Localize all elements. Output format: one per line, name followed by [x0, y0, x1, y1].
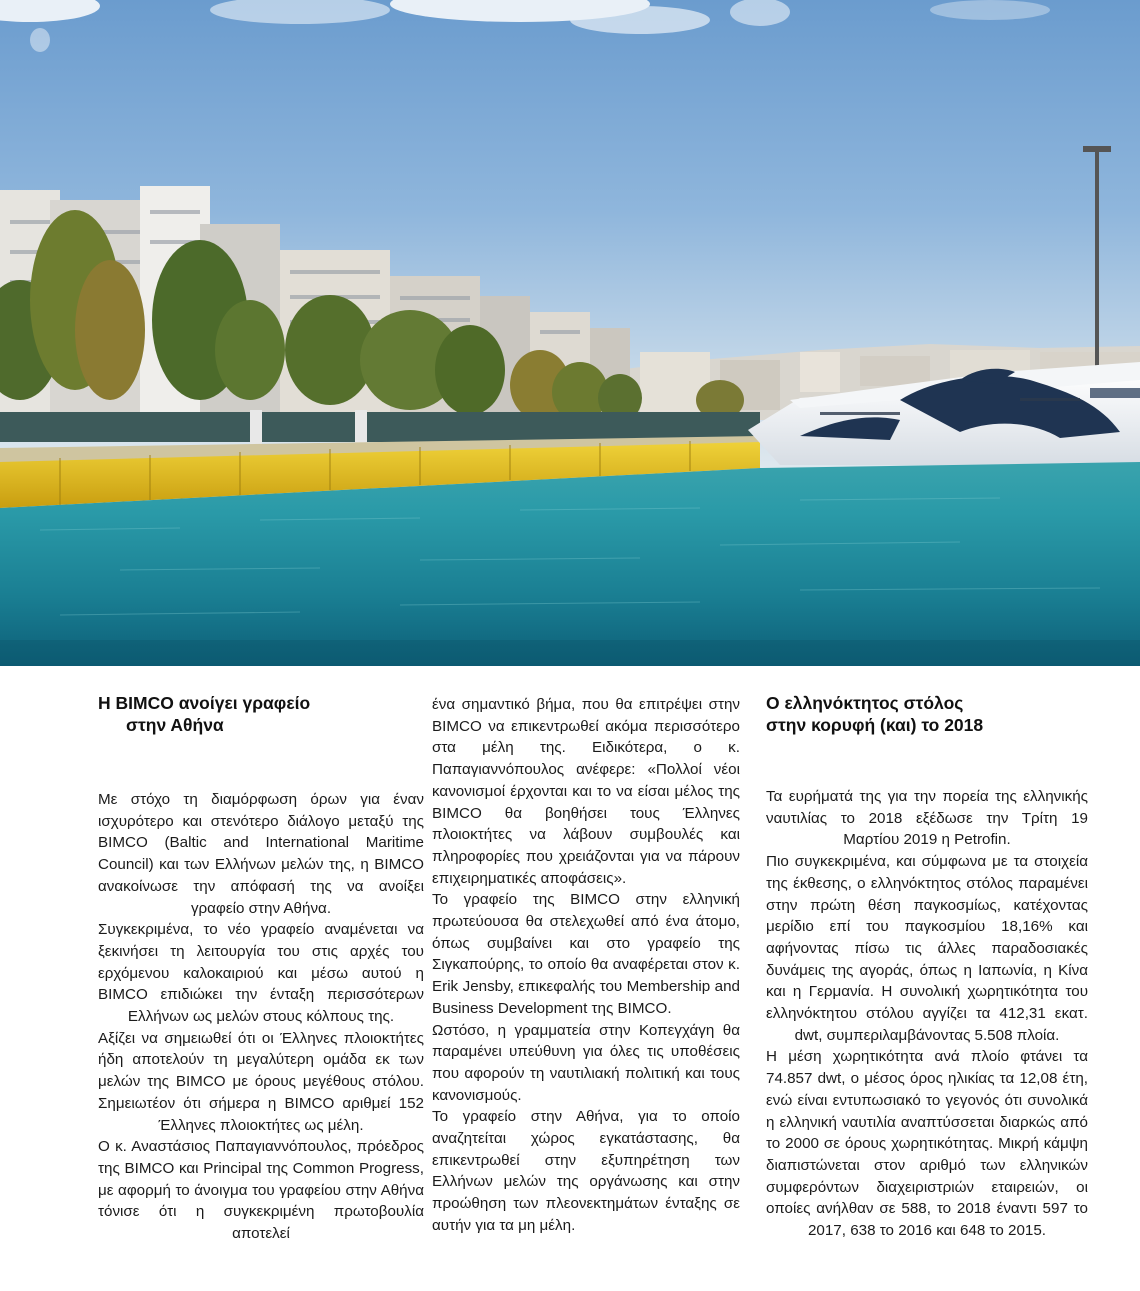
paragraph: Το γραφείο της BIMCO στην ελληνική πρωτεύουσα θα στελεχωθεί από ένα άτομο, όπως συμβαίνει και στο γραφείο της Σιγκαπούρης, το οποίο θα αναφέρεται στον κ. Erik Jensby, επικεφαλής του Membership and Business Development της BIMCO.: [432, 891, 740, 1017]
paragraph: Ο κ. Αναστάσιος Παπαγιαννόπουλος, πρόεδρος της BIMCO και Principal της Common Progress, με αφορμή το άνοιγμα του γραφείου στην Αθήνα τόνισε ότι η συγκεκριμένη πρωτοβουλία αποτελεί: [98, 1138, 424, 1243]
headline-line-2: στην Αθήνα: [126, 715, 224, 735]
article-greek-fleet: [766, 692, 1088, 1242]
paragraph: ένα σημαντικό βήμα, που θα επιτρέψει στην BIMCO να επικεντρωθεί ακόμα περισσότερο στα μέλη της. Ειδικότερα, ο κ. Παπαγιαννόπουλος ανέφερε: «Πολλοί νέοι κανονισμοί έρχονται και το να είσαι μέλος της BIMCO θα βοηθήσει τους Έλληνες πλοιοκτήτες να λάβουν συμβουλές και πληροφορίες που χρειάζονται για να πάρουν επιχειρηματικές αποφάσεις».: [432, 696, 740, 887]
paragraph: Αξίζει να σημειωθεί ότι οι Έλληνες πλοιοκτήτες ήδη αποτελούν τη μεγαλύτερη ομάδα εκ των μελών της BIMCO με όρους μεγέθους στόλου. Σημειωτέον ότι σήμερα η BIMCO αριθμεί 152 Έλληνες πλοιοκτήτες ως μέλη.: [98, 1029, 424, 1134]
paragraph: Πιο συγκεκριμένα, και σύμφωνα με τα στοιχεία της έκθεσης, ο ελληνόκτητος στόλος παραμένει στην πρώτη θέση παγκοσμίως, κατέχοντας μερίδιο επί του παγκοσμίου 18,16% και αφήνοντας πίσω τις άλλες παραδοσιακές δυνάμεις της αγοράς, όπως η Ιαπωνία, η Κίνα και η Γερμανία. Η συνολική χωρητικότητα του ελληνόκτητου στόλου αγγίζει τα 412,31 εκατ. dwt, συμπεριλαμβάνοντας 5.508 πλοία.: [766, 853, 1088, 1044]
headline-line-2: στην κορυφή (και) το 2018: [766, 715, 984, 735]
headline-bimco-office: [98, 692, 424, 736]
paragraph: Τα ευρήματά της για την πορεία της ελληνικής ναυτιλίας το 2018 εξέδωσε την Τρίτη 19 Μαρτίου 2019 η Petrofin.: [766, 788, 1088, 849]
article-bimco-office: [98, 692, 424, 1245]
paragraph: Η μέση χωρητικότητα ανά πλοίο φτάνει τα 74.857 dwt, ο μέσος όρος ηλικίας τα 12,08 έτη, ενώ είναι εντυπωσιακό το γεγονός ότι συνολικά η ελληνική ναυτιλία αναπτύσσεται διαρκώς από το 2000 σε όρους χωρητικότητας. Μικρή κάμψη διαπιστώνεται στον αριθμό των ελληνικών συμφερόντων διαχειριστριών εταιρειών, οι οποίες ανήλθαν σε 588, το 2018 έναντι 597 το 2017, 638 το 2016 και 648 το 2015.: [766, 1048, 1088, 1240]
article-bimco-office-continued: [432, 694, 740, 1237]
street-fence: [0, 412, 760, 442]
paragraph: Ωστόσο, η γραμματεία στην Κοπεγχάγη θα παραμένει υπεύθυνη για όλες τις υποθέσεις που αφορούν τη ναυτιλιακή πολιτική και τους κανονισμούς.: [432, 1021, 740, 1104]
headline-greek-fleet: [766, 692, 1088, 736]
headline-line-1: Η BIMCO ανοίγει γραφείο: [98, 693, 311, 713]
headline-line-1: Ο ελληνόκτητος στόλος: [766, 693, 964, 713]
paragraph: Το γραφείο στην Αθήνα, για το οποίο αναζητείται χώρος εγκατάστασης, θα επικεντρωθεί στην εξυπηρέτηση των Ελλήνων μελών της οργάνωσης και στην προώθηση των πλεονεκτημάτων ένταξης σε αυτήν για τα μη μέλη.: [432, 1108, 740, 1234]
paragraph: Με στόχο τη διαμόρφωση όρων για έναν ισχυρότερο και στενότερο διάλογο μεταξύ της BIMCO (Baltic and International Maritime Council) και των Ελλήνων μελών της, η BIMCO ανακοίνωσε την απόφασή της να ανοίξει γραφείο στην Αθήνα.: [98, 791, 424, 917]
paragraph: Συγκεκριμένα, το νέο γραφείο αναμένεται να ξεκινήσει τη λειτουργία του στις αρχές του ερχόμενου καλοκαιριού και μέσω αυτού η BIMCO επιδιώκει την ένταξη περισσότερων Ελλήνων ως μελών στους κόλπους της.: [98, 921, 424, 1026]
